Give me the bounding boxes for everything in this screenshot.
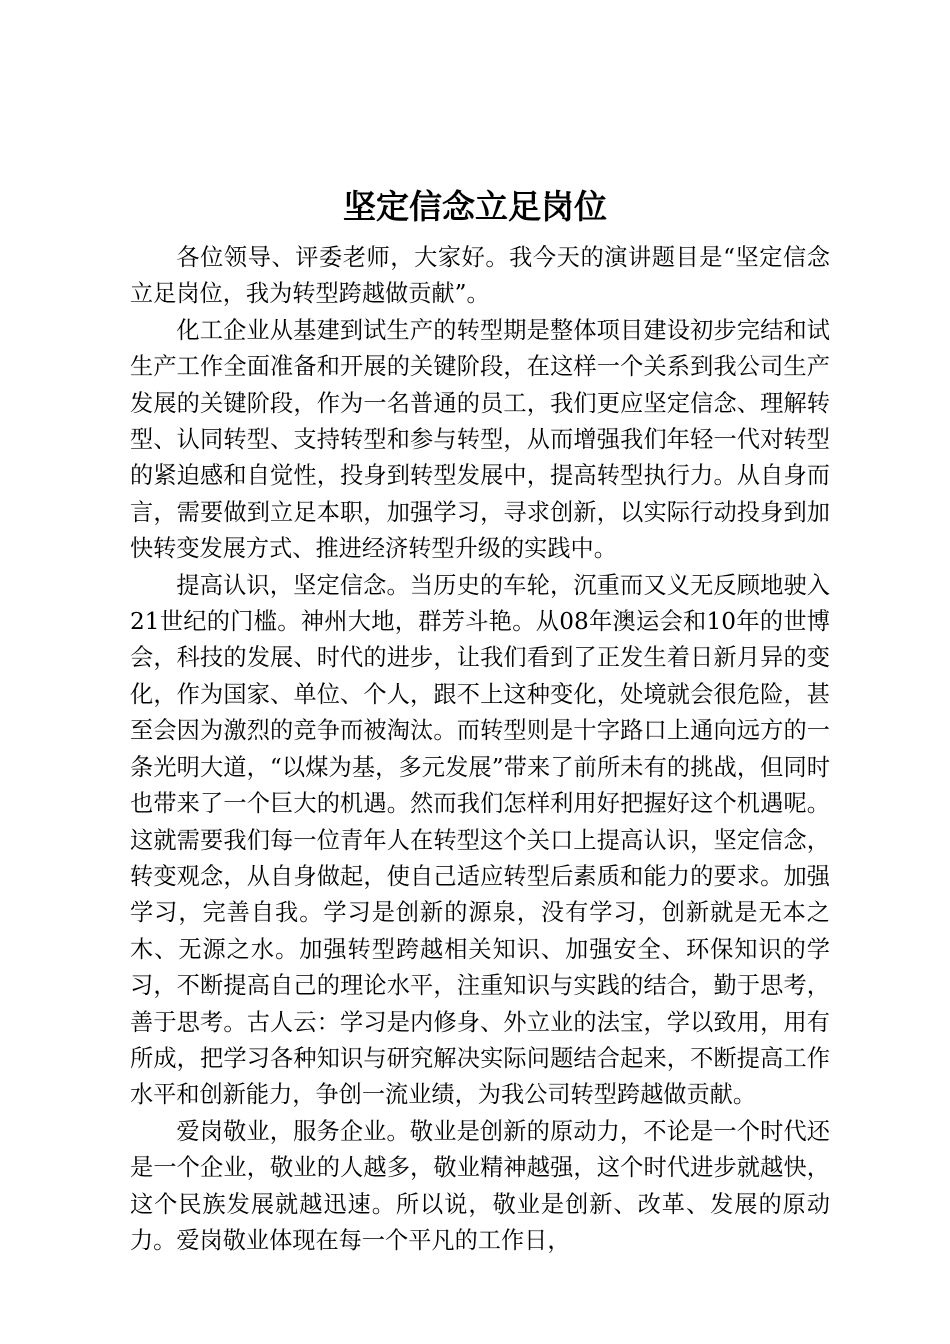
paragraph-raise-awareness: 提高认识，坚定信念。当历史的车轮，沉重而又义无反顾地驶入21世纪的门槛。神州大地，群芳斗艳。从08年澳运会和10年的世博会，科技的发展、时代的进步，让我们看到了正发生着日新月异的变化，作为国家、单位、个人，跟不上这种变化，处境就会很危险，甚至会因为激烈的竞争而被淘汰。而转型则是十字路口上通向远方的一条光明大道，“以煤为基，多元发展”带来了前所未有的挑战，但同时也带来了一个巨大的机遇。然而我们怎样利用好把握好这个机遇呢。这就需要我们每一位青年人在转型这个关口上提高认识，坚定信念，转变观念，从自身做起，使自己适应转型后素质和能力的要求。加强学习，完善自我。学习是创新的源泉，没有学习，创新就是无本之木、无源之水。加强转型跨越相关知识、加强安全、环保知识的学习，不断提高自己的理论水平，注重知识与实践的结合，勤于思考，善于思考。古人云：学习是内修身、外立业的法宝，学以致用，用有所成，把学习各种知识与研究解决实际问题结合起来，不断提高工作水平和创新能力，争创一流业绩，为我公司转型跨越做贡献。 <box>130 571 830 1109</box>
document-title: 坚定信念立足岗位 <box>343 187 607 226</box>
paragraph-transition-period: 化工企业从基建到试生产的转型期是整体项目建设初步完结和试生产工作全面准备和开展的关键阶段，在这样一个关系到我公司生产发展的关键阶段，作为一名普通的员工，我们更应坚定信念、理解转型、认同转型、支持转型和参与转型，从而增强我们年轻一代对转型的紧迫感和自觉性，投身到转型发展中，提高转型执行力。从自身而言，需要做到立足本职，加强学习，寻求创新，以实际行动投身到加快转变发展方式、推进经济转型升级的实践中。 <box>130 316 830 563</box>
paragraph-dedication: 爱岗敬业，服务企业。敬业是创新的原动力，不论是一个时代还是一个企业，敬业的人越多，敬业精神越强，这个时代进步就越快，这个民族发展就越迅速。所以说，敬业是创新、改革、发展的原动力。爱岗敬业体现在每一个平凡的工作日， <box>130 1117 830 1254</box>
paragraph-greeting: 各位领导、评委老师，大家好。我今天的演讲题目是“坚定信念立足岗位，我为转型跨越做贡献”。 <box>130 244 830 308</box>
document-body <box>130 240 830 1259</box>
